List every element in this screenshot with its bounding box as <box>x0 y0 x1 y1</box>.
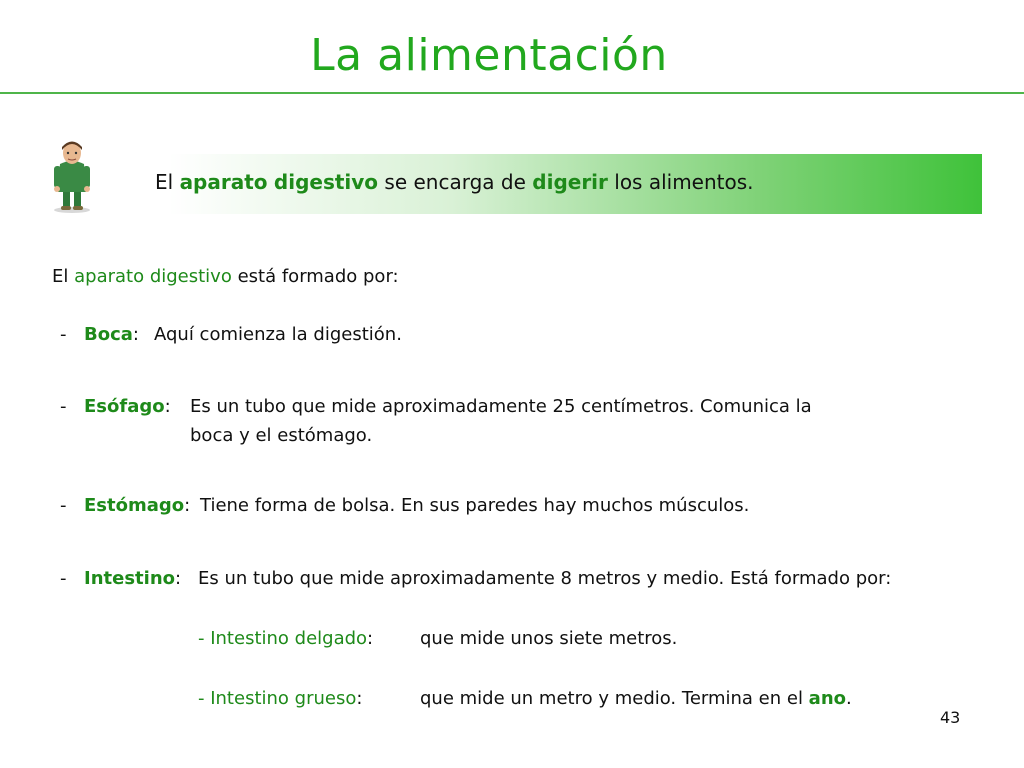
subitem-intestino-delgado <box>198 628 373 649</box>
term-ano: ano <box>808 688 846 709</box>
list-item-intestino <box>84 568 181 589</box>
desc-esofago-line1: Es un tubo que mide aproximadamente 25 centímetros. Comunica la <box>190 396 812 417</box>
list-item-estomago <box>84 495 190 516</box>
banner-term-digerir: digerir <box>532 170 608 194</box>
desc-boca: Aquí comienza la digestión. <box>154 324 402 345</box>
desc-esofago-line2: boca y el estómago. <box>190 425 373 446</box>
definition-text <box>155 170 754 194</box>
bullet-dash: - <box>60 396 67 417</box>
desc-intestino: Es un tubo que mide aproximadamente 8 metros y medio. Está formado por: <box>198 568 892 589</box>
term-esofago: Esófago <box>84 396 165 417</box>
desc-grueso-period: . <box>846 688 852 709</box>
desc-intestino-grueso <box>420 688 852 709</box>
desc-estomago: Tiene forma de bolsa. En sus paredes hay muchos músculos. <box>200 495 750 516</box>
desc-grueso-text: que mide un metro y medio. Termina en el <box>420 688 809 709</box>
list-item-boca <box>84 324 139 345</box>
intro-line <box>52 266 399 287</box>
banner-term-digestivo: digestivo <box>273 170 379 194</box>
list-item-esofago <box>84 396 171 417</box>
desc-intestino-delgado: que mide unos siete metros. <box>420 628 678 649</box>
page-number: 43 <box>940 708 961 727</box>
boy-figure-icon <box>50 138 94 214</box>
slide-title: La alimentación <box>310 30 668 81</box>
intro-text-3: está formado por: <box>231 266 399 287</box>
banner-text-7: los alimentos. <box>607 170 754 194</box>
term-colon: : <box>164 396 171 417</box>
term-colon: : <box>367 628 374 649</box>
subitem-intestino-grueso <box>198 688 362 709</box>
bullet-dash: - <box>60 495 67 516</box>
intro-term: aparato digestivo <box>74 266 232 287</box>
term-colon: : <box>132 324 139 345</box>
term-colon: : <box>356 688 363 709</box>
banner-term-aparato: aparato <box>179 170 268 194</box>
subitem-delgado-label: - Intestino delgado <box>198 628 368 649</box>
banner-text-1: El <box>155 170 180 194</box>
banner-text-5: se encarga de <box>378 170 533 194</box>
bullet-dash: - <box>60 324 67 345</box>
term-estomago: Estómago <box>84 495 185 516</box>
intro-text-1: El <box>52 266 75 287</box>
title-divider <box>0 92 1024 94</box>
term-colon: : <box>175 568 182 589</box>
term-boca: Boca <box>84 324 133 345</box>
term-colon: : <box>184 495 191 516</box>
subitem-grueso-label: - Intestino grueso <box>198 688 357 709</box>
bullet-dash: - <box>60 568 67 589</box>
term-intestino: Intestino <box>84 568 175 589</box>
